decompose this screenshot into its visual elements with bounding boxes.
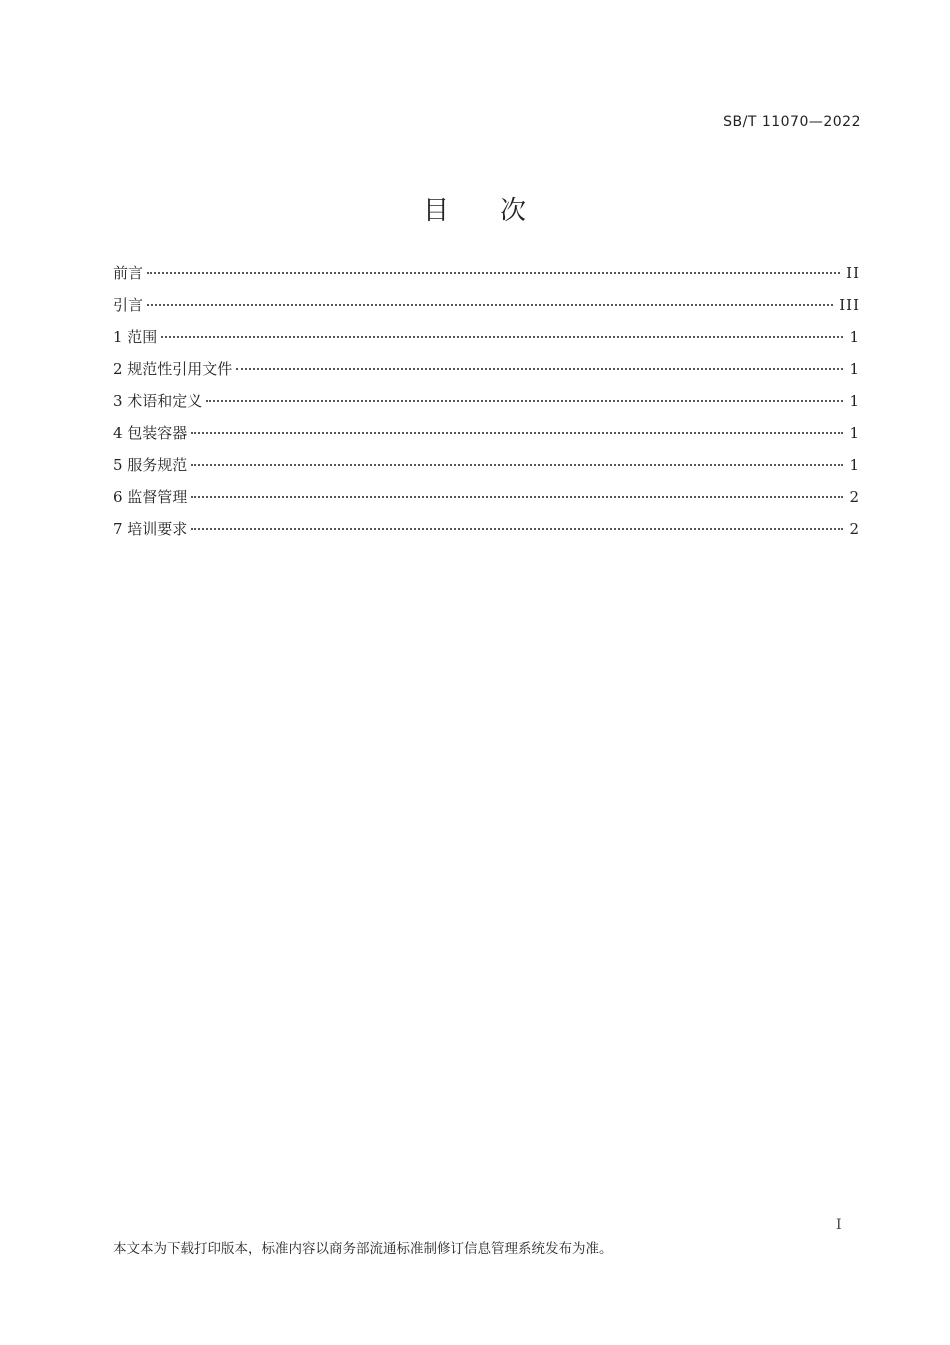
toc-entry-introduction[interactable] (113, 294, 860, 326)
toc-page-number: III (839, 296, 860, 314)
toc-leader-dots (191, 432, 843, 434)
toc-label: 引言 (113, 296, 144, 314)
table-of-contents (113, 262, 860, 550)
page-title (0, 190, 950, 227)
toc-page-number: II (846, 264, 860, 282)
toc-entry-foreword[interactable] (113, 262, 860, 294)
toc-leader-dots (147, 304, 833, 306)
toc-entry-terms-definitions[interactable] (113, 390, 860, 422)
footer-note: 本文本为下载打印版本，标准内容以商务部流通标准制修订信息管理系统发布为准。 (113, 1241, 613, 1257)
toc-leader-dots (191, 496, 843, 498)
toc-leader-dots (206, 400, 843, 402)
toc-page-number: 1 (849, 392, 860, 410)
toc-label: 前言 (113, 264, 144, 282)
toc-leader-dots (191, 528, 843, 530)
toc-entry-training-requirements[interactable] (113, 518, 860, 550)
toc-label: 6 监督管理 (113, 488, 188, 506)
toc-leader-dots (236, 368, 843, 370)
toc-page-number: 1 (849, 424, 860, 442)
toc-leader-dots (191, 464, 843, 466)
toc-page-number: 1 (849, 328, 860, 346)
toc-leader-dots (147, 272, 840, 274)
toc-label: 4 包装容器 (113, 424, 188, 442)
toc-label: 2 规范性引用文件 (113, 360, 233, 378)
toc-entry-supervision-management[interactable] (113, 486, 860, 518)
page-number: I (836, 1217, 842, 1233)
toc-label: 5 服务规范 (113, 456, 188, 474)
toc-entry-scope[interactable] (113, 326, 860, 358)
toc-label: 1 范围 (113, 328, 158, 346)
toc-leader-dots (161, 336, 843, 338)
toc-page-number: 1 (849, 360, 860, 378)
document-code: SB/T 11070—2022 (723, 114, 861, 130)
toc-label: 7 培训要求 (113, 520, 188, 538)
toc-entry-packaging-containers[interactable] (113, 422, 860, 454)
toc-label: 3 术语和定义 (113, 392, 203, 410)
toc-page-number: 2 (849, 520, 860, 538)
toc-entry-service-specification[interactable] (113, 454, 860, 486)
title-char-2: 次 (500, 196, 528, 226)
toc-entry-normative-references[interactable] (113, 358, 860, 390)
toc-page-number: 1 (849, 456, 860, 474)
title-char-1: 目 (422, 196, 450, 226)
toc-page-number: 2 (849, 488, 860, 506)
